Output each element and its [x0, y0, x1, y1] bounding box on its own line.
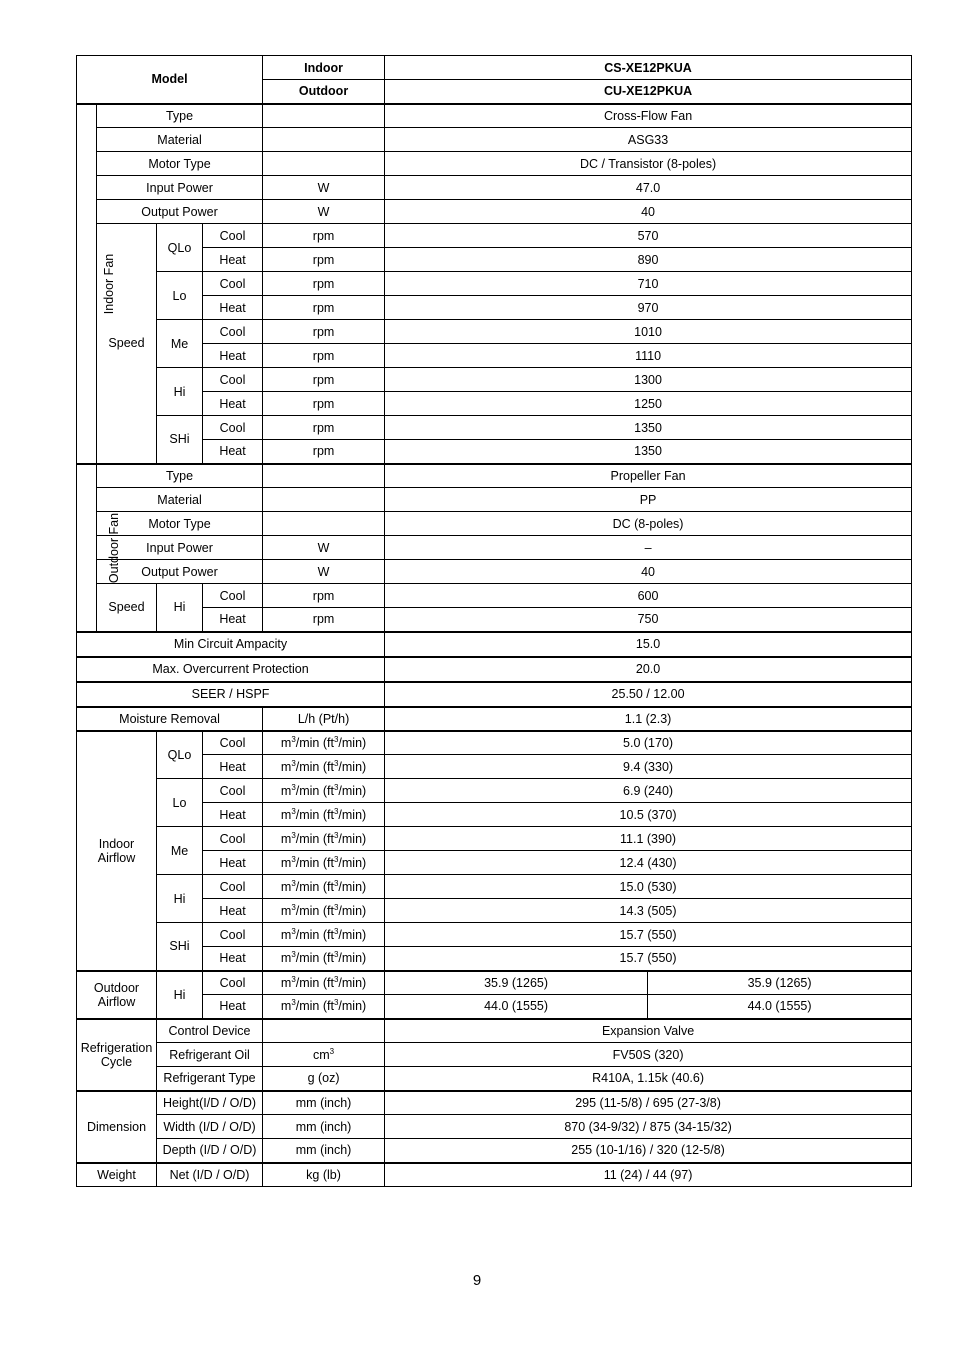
value-cell: R410A, 1.15k (40.6) — [385, 1067, 912, 1091]
mode-label: Heat — [203, 608, 263, 632]
value-cell: 47.0 — [385, 176, 912, 200]
weight-label: Weight — [77, 1163, 157, 1187]
speed-level: QLo — [157, 224, 203, 272]
value-cell: 750 — [385, 608, 912, 632]
airflow-unit: $m^3/\min$ $(ft^3/\min)$ — [263, 971, 385, 995]
value-cell: 870 (34-9/32) / 875 (34-15/32) — [385, 1115, 912, 1139]
value-cell: 15.0 — [385, 632, 912, 657]
speed-level: SHi — [157, 923, 203, 971]
unit-cell — [263, 128, 385, 152]
value-cell: 10.5 (370) — [385, 803, 912, 827]
table-row — [77, 536, 912, 560]
indoor-model: CS-XE12PKUA — [385, 56, 912, 80]
table-row — [77, 296, 912, 320]
table-row — [77, 224, 912, 248]
table-row — [77, 416, 912, 440]
speed-level: Me — [157, 320, 203, 368]
mode-label: Heat — [203, 851, 263, 875]
table-row — [77, 923, 912, 947]
unit-cell — [263, 488, 385, 512]
table-row — [77, 971, 912, 995]
mode-label: Cool — [203, 779, 263, 803]
row-label: Moisture Removal — [77, 707, 263, 731]
unit-cell — [263, 104, 385, 128]
row-label: Refrigerant Oil — [157, 1043, 263, 1067]
airflow-unit: $m^3/\min$ $(ft^3/\min)$ — [263, 995, 385, 1019]
value-cell: 25.50 / 12.00 — [385, 682, 912, 707]
unit-cell: g (oz) — [263, 1067, 385, 1091]
value-cell: 40 — [385, 200, 912, 224]
table-row — [77, 731, 912, 755]
value-cell: 9.4 (330) — [385, 755, 912, 779]
table-row — [77, 368, 912, 392]
unit-cell: rpm — [263, 224, 385, 248]
value-cell: 710 — [385, 272, 912, 296]
mode-label: Heat — [203, 947, 263, 971]
airflow-unit: $m^3/\min$ $(ft^3/\min)$ — [263, 827, 385, 851]
value-cell: 44.0 (1555) — [385, 995, 648, 1019]
value-cell: 890 — [385, 248, 912, 272]
table-row — [77, 707, 912, 731]
row-label: SEER / HSPF — [77, 682, 385, 707]
value-cell: 1300 — [385, 368, 912, 392]
speed-level: Lo — [157, 779, 203, 827]
value-cell: 11 (24) / 44 (97) — [385, 1163, 912, 1187]
unit-cell — [263, 512, 385, 536]
page-number: 9 — [472, 1272, 482, 1289]
table-row — [77, 488, 912, 512]
value-cell: 40 — [385, 560, 912, 584]
value-cell: 12.4 (430) — [385, 851, 912, 875]
value-cell: 1250 — [385, 392, 912, 416]
table-row — [77, 392, 912, 416]
table-row — [77, 512, 912, 536]
table-row — [77, 875, 912, 899]
mode-label: Cool — [203, 827, 263, 851]
outdoor-fan-section: Outdoor Fan — [77, 464, 97, 632]
unit-cell: rpm — [263, 608, 385, 632]
table-row — [77, 248, 912, 272]
row-label: Height(I/D / O/D) — [157, 1091, 263, 1115]
row-label: Min Circuit Ampacity — [77, 632, 385, 657]
table-row — [77, 320, 912, 344]
airflow-unit: $m^3/\min$ $(ft^3/\min)$ — [263, 899, 385, 923]
row-label: Type — [97, 104, 263, 128]
model-header: Model — [77, 56, 263, 104]
value-cell: Cross-Flow Fan — [385, 104, 912, 128]
table-row — [77, 128, 912, 152]
airflow-unit: $m^3/\min$ $(ft^3/\min)$ — [263, 875, 385, 899]
value-cell: – — [385, 536, 912, 560]
value-cell: 5.0 (170) — [385, 731, 912, 755]
value-cell: 970 — [385, 296, 912, 320]
unit-cell: W — [263, 176, 385, 200]
table-row — [77, 344, 912, 368]
airflow-unit: $m^3/\min$ $(ft^3/\min)$ — [263, 947, 385, 971]
table-row — [77, 440, 912, 464]
value-cell: 44.0 (1555) — [648, 995, 912, 1019]
speed-level: Lo — [157, 272, 203, 320]
mode-label: Cool — [203, 875, 263, 899]
mode-label: Heat — [203, 440, 263, 464]
mode-label: Heat — [203, 899, 263, 923]
mode-label: Cool — [203, 272, 263, 296]
table-row — [77, 104, 912, 128]
value-cell: 35.9 (1265) — [385, 971, 648, 995]
indoor-fan-section: Indoor Fan — [77, 104, 97, 464]
value-cell: PP — [385, 488, 912, 512]
unit-cell: rpm — [263, 368, 385, 392]
value-cell: 35.9 (1265) — [648, 971, 912, 995]
table-row — [77, 803, 912, 827]
speed-level: Hi — [157, 368, 203, 416]
value-cell: 1.1 (2.3) — [385, 707, 912, 731]
row-label: Motor Type — [97, 512, 263, 536]
unit-cell: kg (lb) — [263, 1163, 385, 1187]
unit-cell — [263, 1019, 385, 1043]
row-label: Output Power — [97, 200, 263, 224]
indoor-airflow-label: Indoor Airflow — [77, 731, 157, 971]
row-label: Motor Type — [97, 152, 263, 176]
mode-label: Cool — [203, 971, 263, 995]
table-row — [77, 755, 912, 779]
refrigeration-label: Refrigeration Cycle — [77, 1019, 157, 1091]
mode-label: Heat — [203, 248, 263, 272]
speed-label: Speed — [97, 584, 157, 632]
row-label: Refrigerant Type — [157, 1067, 263, 1091]
outdoor-model: CU-XE12PKUA — [385, 80, 912, 104]
table-row — [77, 608, 912, 632]
table-row — [77, 899, 912, 923]
table-row — [77, 1067, 912, 1091]
value-cell: 6.9 (240) — [385, 779, 912, 803]
value-cell: 255 (10-1/16) / 320 (12-5/8) — [385, 1139, 912, 1163]
table-row — [77, 947, 912, 971]
table-row — [77, 200, 912, 224]
unit-cell — [263, 464, 385, 488]
table-row — [77, 779, 912, 803]
unit-cell: W — [263, 560, 385, 584]
value-cell: FV50S (320) — [385, 1043, 912, 1067]
table-row — [77, 464, 912, 488]
speed-level: Me — [157, 827, 203, 875]
mode-label: Heat — [203, 296, 263, 320]
unit-cell: rpm — [263, 584, 385, 608]
value-cell: 15.7 (550) — [385, 947, 912, 971]
row-label: Output Power — [97, 560, 263, 584]
value-cell: DC / Transistor (8-poles) — [385, 152, 912, 176]
outdoor-airflow-label: Outdoor Airflow — [77, 971, 157, 1019]
table-row — [77, 176, 912, 200]
unit-cell: rpm — [263, 248, 385, 272]
speed-level: QLo — [157, 731, 203, 779]
table-row — [77, 1091, 912, 1115]
airflow-unit: $m^3/\min$ $(ft^3/\min)$ — [263, 755, 385, 779]
value-cell: 20.0 — [385, 657, 912, 682]
unit-cell: $cm^3$ — [263, 1043, 385, 1067]
mode-label: Cool — [203, 416, 263, 440]
outdoor-header: Outdoor — [263, 80, 385, 104]
value-cell: Propeller Fan — [385, 464, 912, 488]
unit-cell: rpm — [263, 296, 385, 320]
row-label: Input Power — [97, 536, 263, 560]
unit-cell — [263, 152, 385, 176]
mode-label: Heat — [203, 755, 263, 779]
mode-label: Heat — [203, 803, 263, 827]
table-row — [77, 584, 912, 608]
unit-cell: rpm — [263, 416, 385, 440]
mode-label: Cool — [203, 368, 263, 392]
value-cell: DC (8-poles) — [385, 512, 912, 536]
speed-level: Hi — [157, 875, 203, 923]
row-label: Material — [97, 488, 263, 512]
unit-cell: W — [263, 200, 385, 224]
mode-label: Heat — [203, 344, 263, 368]
airflow-unit: $m^3/\min$ $(ft^3/\min)$ — [263, 731, 385, 755]
speed-level: Hi — [157, 584, 203, 632]
mode-label: Heat — [203, 392, 263, 416]
value-cell: 11.1 (390) — [385, 827, 912, 851]
row-label: Material — [97, 128, 263, 152]
value-cell: ASG33 — [385, 128, 912, 152]
mode-label: Cool — [203, 923, 263, 947]
value-cell: 1010 — [385, 320, 912, 344]
table-row — [77, 152, 912, 176]
airflow-unit: $m^3/\min$ $(ft^3/\min)$ — [263, 779, 385, 803]
value-cell: 14.3 (505) — [385, 899, 912, 923]
value-cell: 1350 — [385, 416, 912, 440]
airflow-unit: $m^3/\min$ $(ft^3/\min)$ — [263, 803, 385, 827]
row-label: Control Device — [157, 1019, 263, 1043]
value-cell: 600 — [385, 584, 912, 608]
unit-cell: rpm — [263, 320, 385, 344]
table-row — [77, 632, 912, 657]
mode-label: Cool — [203, 731, 263, 755]
speed-level: SHi — [157, 416, 203, 464]
table-row — [77, 272, 912, 296]
row-label: Type — [97, 464, 263, 488]
row-label: Depth (I/D / O/D) — [157, 1139, 263, 1163]
table-row — [77, 827, 912, 851]
dimension-label: Dimension — [77, 1091, 157, 1163]
unit-cell: mm (inch) — [263, 1139, 385, 1163]
speed-label: Speed — [97, 224, 157, 464]
value-cell: 295 (11-5/8) / 695 (27-3/8) — [385, 1091, 912, 1115]
speed-level: Hi — [157, 971, 203, 1019]
table-row — [77, 560, 912, 584]
value-cell: 15.0 (530) — [385, 875, 912, 899]
row-label: Width (I/D / O/D) — [157, 1115, 263, 1139]
unit-cell: rpm — [263, 344, 385, 368]
unit-cell: W — [263, 536, 385, 560]
table-row — [77, 1043, 912, 1067]
row-label: Max. Overcurrent Protection — [77, 657, 385, 682]
value-cell: 1110 — [385, 344, 912, 368]
row-label: Net (I/D / O/D) — [157, 1163, 263, 1187]
mode-label: Cool — [203, 224, 263, 248]
mode-label: Cool — [203, 584, 263, 608]
mode-label: Heat — [203, 995, 263, 1019]
header-row — [77, 56, 912, 80]
airflow-unit: $m^3/\min$ $(ft^3/\min)$ — [263, 923, 385, 947]
table-row — [77, 1115, 912, 1139]
unit-cell: rpm — [263, 272, 385, 296]
unit-cell: rpm — [263, 392, 385, 416]
value-cell: 570 — [385, 224, 912, 248]
value-cell: Expansion Valve — [385, 1019, 912, 1043]
table-row — [77, 1019, 912, 1043]
unit-cell: rpm — [263, 440, 385, 464]
table-row — [77, 682, 912, 707]
unit-cell: mm (inch) — [263, 1091, 385, 1115]
indoor-header: Indoor — [263, 56, 385, 80]
mode-label: Cool — [203, 320, 263, 344]
airflow-unit: $m^3/\min$ $(ft^3/\min)$ — [263, 851, 385, 875]
unit-cell: mm (inch) — [263, 1115, 385, 1139]
unit-cell: L/h (Pt/h) — [263, 707, 385, 731]
table-row — [77, 1139, 912, 1163]
table-row — [77, 657, 912, 682]
row-label: Input Power — [97, 176, 263, 200]
table-row — [77, 851, 912, 875]
table-row — [77, 1163, 912, 1187]
value-cell: 15.7 (550) — [385, 923, 912, 947]
value-cell: 1350 — [385, 440, 912, 464]
spec-table — [76, 55, 912, 1187]
table-row — [77, 995, 912, 1019]
